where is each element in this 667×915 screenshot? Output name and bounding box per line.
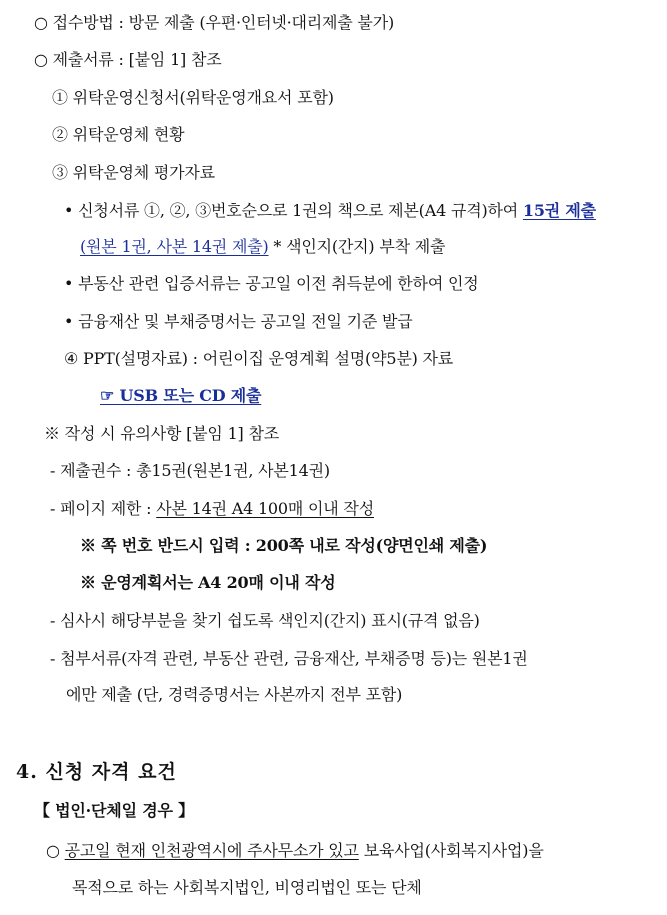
bullet-binding-text: • 신청서류 ①, ②, ③번호순으로 1권의 책으로 제본(A4 규격)하여 — [64, 201, 523, 220]
bullet-financial: • 금융재산 및 부채증명서는 공고일 전일 기준 발급 — [64, 312, 413, 331]
attachments-line: - 첨부서류(자격 관련, 부동산 관련, 금융재산, 부채증명 등)는 원본1권 — [50, 649, 528, 668]
submission-documents-line: ○ 제출서류 : [붙임 1] 참조 — [34, 50, 222, 69]
attachments-line-cont: 에만 제출 (단, 경력증명서는 사본까지 전부 포함) — [66, 685, 403, 704]
page-limit-line — [50, 498, 374, 520]
page-limit-label: - 페이지 제한 : — [50, 499, 157, 518]
binding-note-line — [80, 236, 445, 258]
doc-item-3: ③ 위탁운영체 평가자료 — [52, 163, 215, 182]
copies-15-emphasis: 15권 제출 — [522, 201, 596, 220]
corporation-subheading: 【 법인·단체일 경우 】 — [34, 801, 194, 820]
plan-limit-note: ※ 운영계획서는 A4 20매 이내 작성 — [80, 573, 336, 592]
eligibility-line — [46, 840, 544, 862]
eligibility-bullet: ○ — [46, 841, 65, 860]
bullet-real-estate: • 부동산 관련 입증서류는 공고일 이전 취득분에 한하여 인정 — [64, 274, 479, 293]
page-number-note: ※ 쪽 번호 반드시 입력 : 200쪽 내로 작성(양면인쇄 제출) — [80, 536, 488, 555]
page-limit-value: 사본 14권 A4 100매 이내 작성 — [156, 499, 374, 518]
doc-item-2: ② 위탁운영체 현황 — [52, 125, 185, 144]
doc-item-1: ① 위탁운영신청서(위탁운영개요서 포함) — [52, 88, 334, 107]
section-4-heading: 4. 신청 자격 요건 — [16, 761, 177, 783]
submission-method-line: ○ 접수방법 : 방문 제출 (우편·인터넷·대리제출 불가) — [34, 13, 394, 32]
index-marking-line: - 심사시 해당부분을 찾기 쉽도록 색인지(간지) 표시(규격 없음) — [50, 611, 480, 630]
eligibility-underlined: 공고일 현재 인천광역시에 주사무소가 있고 — [64, 841, 359, 860]
eligibility-line-cont: 목적으로 하는 사회복지법인, 비영리법인 또는 단체 — [72, 878, 422, 897]
doc-item-4: ④ PPT(설명자료) : 어린이집 운영계획 설명(약5분) 자료 — [64, 349, 454, 368]
index-tab-note: * 색인지(간지) 부착 제출 — [268, 237, 446, 256]
original-copy-note: (원본 1권, 사본 14권 제출) — [80, 237, 269, 256]
eligibility-rest: 보육사업(사회복지사업)을 — [358, 841, 544, 860]
bullet-binding-line — [64, 200, 596, 222]
writing-notes-heading: ※ 작성 시 유의사항 [붙임 1] 참조 — [44, 424, 279, 443]
usb-cd-note: ☞ USB 또는 CD 제출 — [100, 386, 262, 405]
copy-count-line: - 제출권수 : 총15권(원본1권, 사본14권) — [50, 461, 330, 480]
